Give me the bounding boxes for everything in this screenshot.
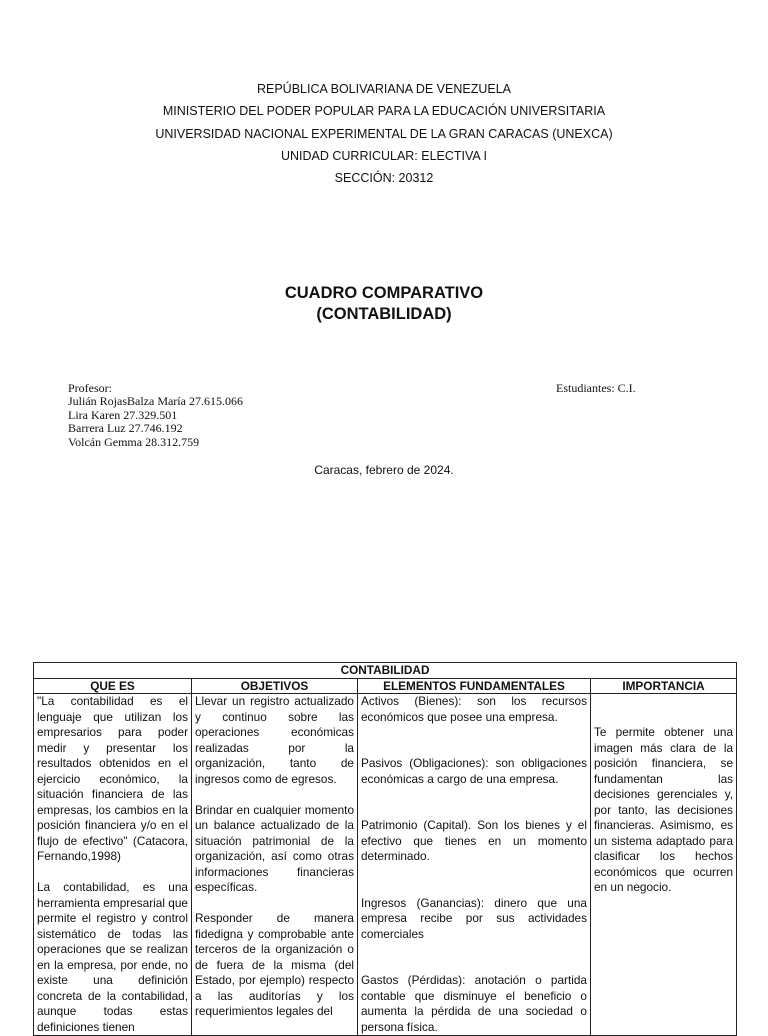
header-line-ministry: MINISTERIO DEL PODER POPULAR PARA LA EDUCACIÓN UNIVERSITARIA — [162, 104, 606, 119]
column-header-elementos: ELEMENTOS FUNDAMENTALES — [358, 678, 591, 694]
header-line-course: UNIDAD CURRICULAR: ELECTIVA I — [280, 148, 488, 163]
name-line: Lira Karen 27.329.501 — [68, 407, 178, 422]
students-label: Estudiantes: C.I. — [556, 381, 636, 395]
element-paragraph: Activos (Bienes): son los recursos económicos que posee una empresa. — [361, 694, 587, 724]
table-row — [34, 694, 737, 1036]
name-line: Volcán Gemma 28.312.759 — [68, 434, 200, 449]
table-title: CONTABILIDAD — [34, 663, 737, 679]
title-line-1: CUADRO COMPARATIVO — [284, 284, 484, 302]
professor-label: Profesor: — [68, 381, 112, 395]
column-header-importancia: IMPORTANCIA — [591, 678, 737, 694]
definition-paragraph: La contabilidad, es una herramienta empresarial que permite el registro y control sistemático de todas las operaciones que se realizan en la empresa, por ende, no existe una definición concreta de la contabilidad, aunque todas estas definiciones tienen — [37, 880, 188, 1034]
objective-paragraph: Brindar en cualquier momento un balance actualizado de la situación patrimonial de la organización, así como otras informaciones financieras específicas. — [195, 802, 354, 894]
header-line-section: SECCIÓN: 20312 — [334, 171, 434, 186]
objective-paragraph: Responder de manera fidedigna y comprobable ante terceros de la organización o de fuera de la misma (del Estado, por ejemplo) respecto a las auditorías y los requerimientos legales del — [195, 911, 354, 1018]
comparison-table — [33, 662, 737, 1036]
cell-que-es — [34, 694, 192, 1036]
importance-paragraph: Te permite obtener una imagen más clara de la posición financiera, se fundamentan las decisiones gerenciales y, por tanto, las decisiones financieras. Asimismo, es un sistema adaptado para clasificar los hechos económicos que ocurren en un negocio. — [594, 725, 734, 894]
place-date: Caracas, febrero de 2024. — [314, 463, 454, 477]
name-line: Julián RojasBalza María 27.615.066 — [68, 394, 243, 409]
element-paragraph: Pasivos (Obligaciones): son obligaciones económicas a cargo de una empresa. — [361, 756, 587, 786]
table-title-row — [34, 663, 737, 679]
title-line-2: (CONTABILIDAD) — [316, 305, 452, 323]
header-line-republic: REPÚBLICA BOLIVARIANA DE VENEZUELA — [256, 82, 512, 96]
name-line: Barrera Luz 27.746.192 — [68, 421, 183, 436]
institution-header — [0, 80, 768, 191]
cell-importancia — [591, 694, 737, 1036]
objective-paragraph: Llevar un registro actualizado y continuo sobre las operaciones económicas realizadas por la organización, tanto de ingresos como de egresos. — [195, 694, 354, 786]
professor-block — [68, 382, 243, 449]
element-paragraph: Gastos (Pérdidas): anotación o partida contable que disminuye el beneficio o aumenta la pérdida de una sociedad o persona física. — [361, 973, 587, 1034]
element-paragraph: Patrimonio (Capital). Son los bienes y el efectivo que tienes en un momento determinado. — [361, 818, 587, 863]
element-paragraph: Ingresos (Ganancias): dinero que una empresa recibe por sus actividades comerciales — [361, 895, 587, 941]
header-line-university: UNIVERSIDAD NACIONAL EXPERIMENTAL DE LA GRAN CARACAS (UNEXCA) — [155, 126, 613, 141]
table-header-row — [34, 678, 737, 694]
definition-paragraph: "La contabilidad es el lenguaje que utilizan los empresarios para poder medir y presentar los resultados obtenidos en el ejercicio económico, la situación financiera de las empresas, los cambios en la posición financiera y/o en el flujo de efectivo" (Catacora, Fernando,1998) — [37, 694, 188, 863]
column-header-que-es: QUE ES — [34, 678, 192, 694]
column-header-objetivos: OBJETIVOS — [192, 678, 358, 694]
document-title — [0, 283, 768, 325]
cell-elementos — [358, 694, 591, 1036]
cell-objetivos — [192, 694, 358, 1036]
